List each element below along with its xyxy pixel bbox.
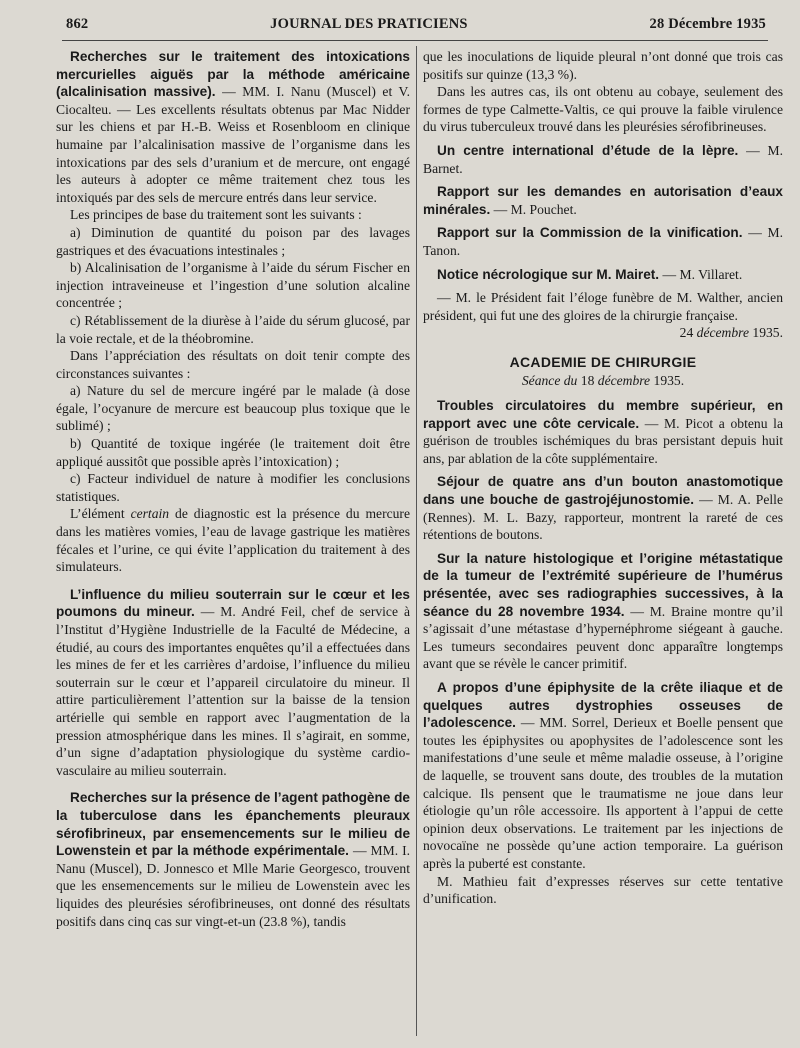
paragraph: — M. le Président fait l’éloge funèbre de M. Walther, ancien président, qui fut une des gloires de la chirurgie française. [423,290,783,323]
article-body: — MM. Sorrel, Derieux et Boelle pensent que toutes les épiphysites ou apophysites de l’adolescence sont les manifestations d’une seule et même maladie osseuse, à l’origine de laquelle, se trouvent sans doute, des troubles de la mutation calcique. Ils pensent que le traumatisme ne joue dans leur étiologie qu’un rôle accessoire. Ils apportent à l’appui de cette opinion deux observations. Le traitement par les injections de novocaïne ne possède qu’une action temporaire. La guérison après la puberté est constante. [423,715,783,871]
italic-run: certain [130,506,170,522]
paragraph: c) Facteur individuel de nature à modifier les conclusions statistiques. [56,471,410,504]
article-title: Troubles circulatoires du membre supérieur, en rapport avec une côte cervicale. [423,398,783,431]
seance-line [423,372,783,390]
date-year: 1935. [752,325,783,341]
seance-label: Séance du [521,372,578,388]
journal-title: JOURNAL DES PRATICIENS [270,16,468,32]
header-rule [62,40,768,41]
article-title: A propos d’une épiphysite de la crête iliaque et de quelques autres dystrophies osseuses de l’adolescence. [423,680,783,731]
article-authors: — MM. I. Nanu (Muscel) et V. Ciocalteu. [56,84,410,117]
article-body: — M. Braine montre qu’il s’agissait d’une métastase d’hypernéphrome siégeant à gauche. Les tumeurs secondaires peuvent donc apparaître longtemps avant que se révèle le cancer primitif. [423,603,783,672]
paragraph: que les inoculations de liquide pleural n’ont donné que trois cas positifs sur quinze (13,3 %). [423,49,783,82]
article-title: Rapport sur les demandes en autorisation d’eaux minérales. [423,184,783,217]
left-column [56,48,410,936]
article-title: Rapport sur la Commission de la vinification. [437,225,743,241]
article-authors: — M. Villaret. [662,266,743,282]
article-body: — M. André Feil, chef de service à l’Institut d’Hygiène Industrielle de la Faculté de Médecine, a étudié, au cours des importantes enquêtes qu’il a effectuées dans les mines de fer et les carrières d’ardoise, l’influence du milieu souterrain sur le cœur et l’appareil circulatoire du mineur. Il attire particulièrement l’attention sur la baisse de la tension artérielle qui semble en rapport avec l’augmentation de la pression atmosphérique dans les mines. Il s’agirait, en somme, d’un signe d’adaptation physiologique du système cardio-vasculaire au milieu souterrain. [56,604,410,778]
section-title: ACADEMIE DE CHIRURGIE [509,353,697,370]
paragraph: b) Quantité de toxique ingérée (le traitement doit être appliqué aussitôt que possible après l’intoxication) ; [56,436,410,469]
seance-day: 18 [580,372,595,388]
right-column [423,48,783,908]
page-header [66,16,766,38]
date-month: décembre [696,325,749,341]
article-body: — Les excellents résultats obtenus par Mac Nidder sur les chiens et par H.-B. Weiss et Rosenbloom en clinique humaine par l’alcalinisation massive de l’organisme dans les intoxications par des sels d’uranium et de mercure, ont engagé les auteurs à adopter ce même traitement chez tous les intoxiqués par des sels de mercure entrés dans leur service. [56,101,410,205]
paragraph: c) Rétablissement de la diurèse à l’aide du sérum glucosé, par la voie rectale, et de la théobromine. [56,312,410,346]
paragraph: M. Mathieu fait d’expresses réserves sur cette tentative d’unification. [423,873,783,907]
date-day: 24 [679,325,694,341]
article-title: Séjour de quatre ans d’un bouton anastomotique dans une bouche de gastrojéjunostomie. [423,474,783,508]
item-vinification [423,224,783,259]
article-mercury [56,48,410,576]
seance-month: décembre [597,372,651,388]
issue-date: 28 Décembre 1935 [649,16,766,32]
page-number: 862 [66,16,89,32]
article-epiphysite [423,679,783,873]
article-authors: — M. Pouchet. [493,201,577,217]
paragraph: a) Nature du sel de mercure ingéré par le malade (à dose égale, l’ocyanure de mercure est beaucoup plus toxique que le sublimé) ; [56,383,410,434]
item-eaux [423,183,783,218]
article-authors: — M. Tanon. [423,225,783,258]
paragraph: b) Alcalinisation de l’organisme à l’aide du sérum Fischer en injection intraveineuse et l’ingestion d’une solution alcaline concentrée ; [56,260,410,311]
article-sejour [423,473,783,543]
article-histologique [423,550,783,673]
paragraph: a) Diminution de quantité du poison par des lavages gastriques et des évacuations intestinales ; [56,224,410,258]
article-title: Recherches sur la présence de l’agent pathogène de la tuberculose dans les épanchements pleuraux sérofibrineux, par ensemencements sur le milieu de Lowenstein et par la méthode expérimentale. [56,790,410,859]
article-troubles [423,397,783,467]
article-authors: — M. Barnet. [423,142,783,176]
column-divider [416,46,417,1036]
paragraph: Dans l’appréciation des résultats on doit tenir compte des circonstances suivantes : [56,348,410,381]
article-body: — M. Picot a obtenu la guérison de troubles ischémiques du bras persistant depuis huit ans, par ablation de la côte supplémentaire. [423,415,783,466]
paragraph: Dans les autres cas, ils ont obtenu au cobaye, seulement des formes de type Calmette-Valtis, ce qui prouve la faible virulence du virus tuberculeux trouvé dans les pleurésies sérofibrineuses. [423,84,783,135]
signature-date [423,324,783,342]
text-run: L’élément [70,506,131,522]
item-mairet [423,266,783,284]
seance-year: 1935. [653,372,685,388]
article-body: — MM. I. Nanu (Muscel), D. Jonnesco et Mlle Marie Georgesco, trouvent que les ensemencements sur le milieu de Lowenstein avec les liquides des pleurésies sérofibrineuses, ont donné des résultats positifs dans cinq cas sur vingt-et-un (23.8 %), tandis [56,843,410,929]
article-title: Notice nécrologique sur M. Mairet. [437,266,660,282]
article-title: L’influence du milieu souterrain sur le cœur et les poumons du mineur. [56,586,410,620]
paragraph [56,505,410,575]
paragraph: Les principes de base du traitement sont les suivants : [70,207,362,223]
article-tuberculosis [56,789,410,930]
item-lepre [423,142,783,177]
article-miner [56,586,410,780]
text-run: de diagnostic est la présence du mercure dans les matières vomies, l’eau de lavage gastrique les matières fécales et l’urine, ce qui évite l’application du traitement à des simulateurs. [56,506,410,575]
article-title: Sur la nature histologique et l’origine métastatique de la tumeur de l’extrémité supérieure de l’humérus présentée, avec ses radiographies successives, à la séance du 28 novembre 1934. [423,550,783,619]
article-title: Recherches sur le traitement des intoxications mercurielles aiguës par la méthode américaine (alcalinisation massive). [56,49,410,100]
article-body: — M. A. Pelle (Rennes). M. L. Bazy, rapporteur, montrent la rareté de ces rétentions de boutons. [423,492,783,543]
article-title: Un centre international d’étude de la lèpre. [437,142,739,158]
